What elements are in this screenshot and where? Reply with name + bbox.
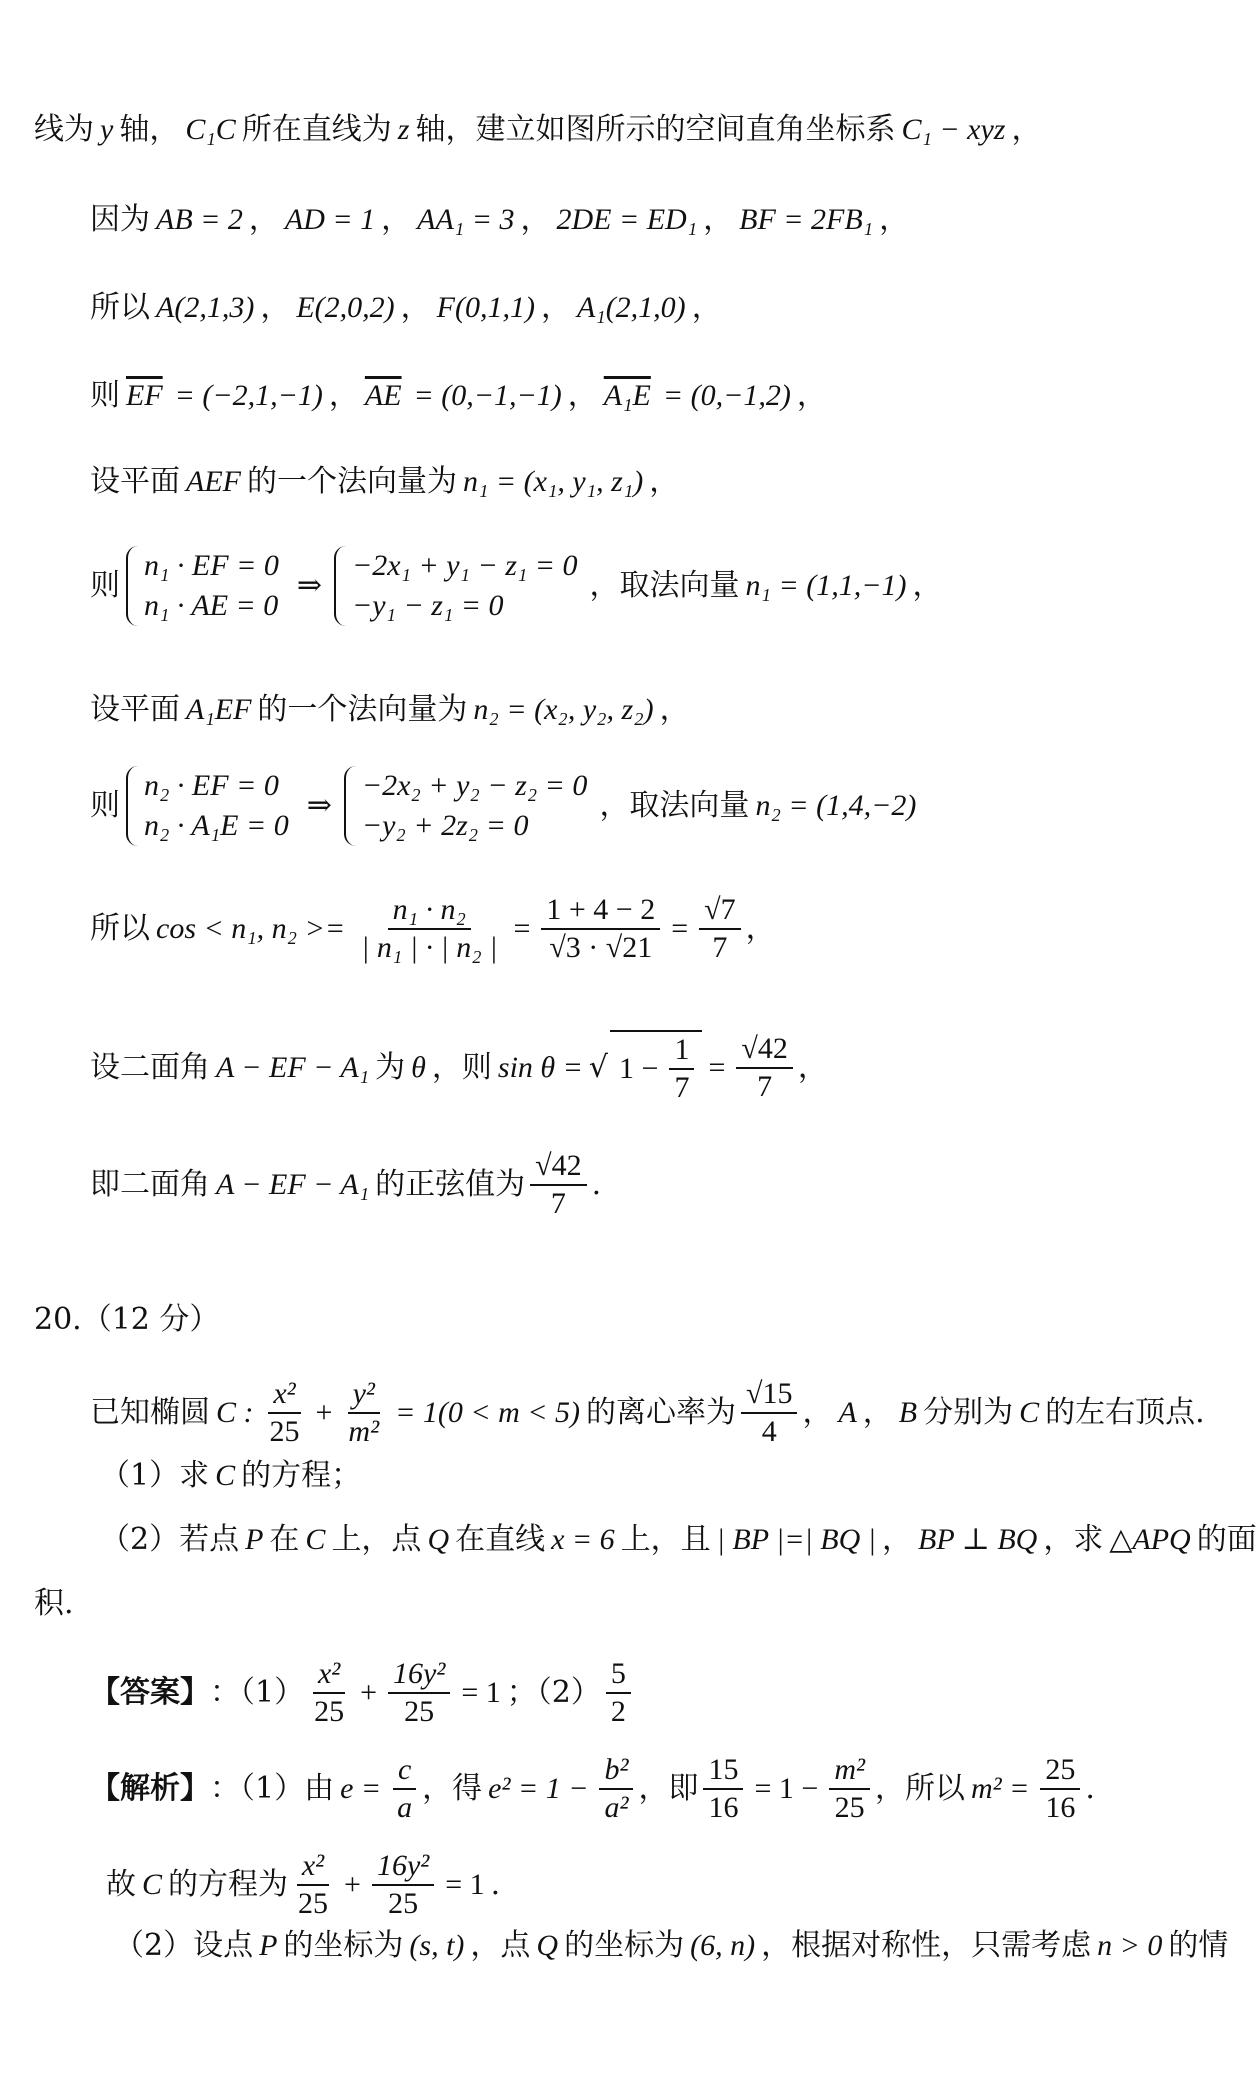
math: = 1 − <box>754 1772 819 1805</box>
math: AEF <box>186 465 241 498</box>
text: （2）设点 <box>114 1928 254 1963</box>
equation: n₂ · A₁E = 0 <box>144 809 289 842</box>
text: 的坐标为 <box>283 1928 404 1963</box>
denominator: 16 <box>708 1791 739 1824</box>
solution-line-3 <box>90 288 722 328</box>
fraction <box>388 1656 450 1730</box>
text: . <box>1085 1771 1095 1806</box>
text: 积. <box>34 1586 74 1621</box>
text: ， <box>796 378 827 413</box>
denominator: 16 <box>1045 1791 1076 1824</box>
denominator: | n₁ | · | n₂ | <box>361 931 498 964</box>
fraction <box>599 1752 633 1826</box>
text: （2）若点 <box>100 1522 240 1557</box>
question-20-part-1 <box>100 1456 361 1496</box>
math: = (0,−1,2) <box>662 379 791 412</box>
text: 因为 <box>90 202 150 237</box>
math: A₁(2,1,0) <box>576 291 686 324</box>
equation: −2x₂ + y₂ − z₂ = 0 <box>361 769 588 802</box>
denominator: a² <box>604 1791 629 1824</box>
solution-line-6 <box>90 546 942 626</box>
text: 分别为 <box>923 1395 1014 1430</box>
plus: + <box>315 1396 333 1429</box>
radical-icon: √ <box>588 1050 609 1085</box>
math: θ <box>411 1051 426 1084</box>
text: ：（1） <box>210 1675 305 1710</box>
numerator: x² <box>268 1376 300 1414</box>
math: A <box>838 1396 857 1429</box>
text: 的左右顶点. <box>1045 1395 1205 1430</box>
text: 轴， <box>119 112 180 147</box>
math: C <box>1019 1396 1040 1429</box>
analysis-line-3 <box>114 1926 1228 1966</box>
text: 已知椭圆 <box>90 1395 210 1430</box>
implies-arrow: ⇒ <box>296 569 322 602</box>
text: 的情 <box>1168 1928 1229 1963</box>
text: 设平面 <box>90 692 180 727</box>
text: 线为 <box>34 112 94 147</box>
question-20-part-2-cont <box>34 1584 74 1624</box>
math: A − EF − A₁ <box>216 1051 370 1084</box>
equation-system <box>126 546 285 626</box>
numerator: 5 <box>606 1656 631 1694</box>
math: C₁C <box>185 113 236 146</box>
denominator: 2 <box>610 1695 626 1728</box>
math: BP ⊥ BQ <box>918 1523 1038 1556</box>
solution-line-9 <box>90 892 776 966</box>
score: （12 分） <box>81 1302 220 1337</box>
text: 所在直线为 <box>241 112 392 147</box>
math: n > 0 <box>1097 1929 1163 1962</box>
text: 轴，建立如图所示的空间直角坐标系 <box>415 112 896 147</box>
math: e = <box>340 1772 382 1805</box>
math: n₂ = (x₂, y₂, z₂) <box>473 693 654 726</box>
math: cos < n₁, n₂ >= <box>156 912 346 945</box>
text: ， <box>797 1050 828 1085</box>
implies-arrow: ⇒ <box>306 789 332 822</box>
numerator: √42 <box>530 1148 586 1186</box>
text: ， <box>882 1522 913 1557</box>
math: m² = <box>970 1772 1030 1805</box>
math: C <box>142 1868 163 1901</box>
text: ， <box>879 202 910 237</box>
denominator: 7 <box>757 1070 773 1103</box>
math: = 1 <box>445 1868 485 1901</box>
analysis-line-1 <box>90 1752 1095 1826</box>
math: = 1(0 < m < 5) <box>395 1396 580 1429</box>
math: AD = 1 <box>284 203 376 236</box>
equation-system <box>334 546 584 626</box>
math: n₁ = (1,1,−1) <box>745 569 907 602</box>
solution-line-8 <box>90 766 922 846</box>
text: ， <box>659 692 690 727</box>
math: x = 6 <box>551 1523 615 1556</box>
equation: n₁ · EF = 0 <box>144 549 279 582</box>
math: 2DE = ED₁ <box>556 203 698 236</box>
math: Q <box>427 1523 450 1556</box>
analysis-label: 【解析】 <box>90 1771 210 1806</box>
text: （1）求 <box>100 1458 210 1493</box>
denominator: 7 <box>712 931 728 964</box>
numerator: x² <box>313 1656 345 1694</box>
text: 的一个法向量为 <box>257 692 468 727</box>
text: ， <box>1011 112 1042 147</box>
numerator: √42 <box>736 1031 792 1069</box>
math: P <box>245 1523 264 1556</box>
answer-line <box>90 1656 636 1730</box>
fraction <box>530 1148 586 1222</box>
solution-line-7 <box>90 690 690 730</box>
denominator: m² <box>348 1415 380 1448</box>
equation-system <box>344 766 594 846</box>
solution-line-1 <box>34 110 1041 150</box>
denominator: 25 <box>298 1887 329 1920</box>
math: C : <box>216 1396 254 1429</box>
text: ，根据对称性，只需考虑 <box>761 1928 1092 1963</box>
text: ， <box>400 290 431 325</box>
math: F(0,1,1) <box>436 291 535 324</box>
text: 故 <box>106 1867 136 1902</box>
text: 所以 <box>90 911 150 946</box>
plus: + <box>344 1868 361 1901</box>
text: 则 <box>90 568 120 603</box>
text: ， <box>862 1395 893 1430</box>
vector: A₁E <box>603 379 651 412</box>
question-20-header <box>34 1300 219 1340</box>
fraction <box>265 1376 305 1450</box>
math: sin θ = <box>497 1051 583 1084</box>
equals: = <box>708 1051 726 1084</box>
denominator: √3 · √21 <box>549 931 653 964</box>
text: . <box>591 1167 602 1202</box>
denominator: 25 <box>388 1887 419 1920</box>
math: n₂ = (1,4,−2) <box>755 789 917 822</box>
numerator: 16y² <box>388 1656 450 1694</box>
text: 为 <box>375 1050 406 1085</box>
text: 的坐标为 <box>564 1928 685 1963</box>
math: C <box>215 1459 236 1492</box>
text: 设二面角 <box>90 1050 210 1085</box>
fraction <box>1040 1752 1080 1826</box>
math: z <box>397 113 410 146</box>
numerator: 25 <box>1040 1752 1080 1790</box>
fraction <box>372 1848 434 1922</box>
text: 的正弦值为 <box>375 1167 526 1202</box>
fraction <box>829 1752 870 1826</box>
text: ；（2） <box>506 1675 601 1710</box>
plus: + <box>360 1676 378 1709</box>
text: ，求 <box>1043 1522 1104 1557</box>
math: △APQ <box>1109 1523 1191 1556</box>
text: 则 <box>90 378 120 413</box>
fraction <box>741 1376 797 1450</box>
text: ，取法向量 <box>599 788 750 823</box>
fraction <box>293 1848 333 1922</box>
denominator: 7 <box>550 1187 566 1220</box>
numerator: 1 + 4 − 2 <box>541 892 660 930</box>
equals: = <box>671 912 689 945</box>
denominator: 7 <box>674 1071 690 1104</box>
text: ， <box>802 1395 833 1430</box>
text: ， <box>745 911 776 946</box>
text: ， <box>381 202 412 237</box>
denominator: 25 <box>404 1695 435 1728</box>
fraction <box>343 1376 384 1450</box>
answer-label: 【答案】 <box>90 1675 210 1710</box>
solution-line-5 <box>90 462 679 502</box>
text: 的方程； <box>241 1458 362 1493</box>
math: n₁ = (x₁, y₁, z₁) <box>462 465 644 498</box>
question-number: 20. <box>34 1302 82 1337</box>
text: 上，且 <box>620 1522 711 1557</box>
numerator: x² <box>297 1848 329 1886</box>
question-20-part-2 <box>100 1520 1257 1560</box>
equation: −2x₁ + y₁ − z₁ = 0 <box>351 549 578 582</box>
math: C <box>305 1523 326 1556</box>
text: ，点 <box>470 1928 531 1963</box>
equals: = <box>513 912 531 945</box>
text: ， <box>520 202 551 237</box>
text: 的面 <box>1196 1522 1257 1557</box>
fraction <box>356 892 502 966</box>
numerator: √7 <box>699 892 740 930</box>
numerator: m² <box>829 1752 870 1790</box>
text: ， <box>260 290 291 325</box>
math: A₁EF <box>186 693 252 726</box>
math: A(2,1,3) <box>156 291 255 324</box>
text: 的方程为 <box>168 1867 289 1902</box>
fraction <box>736 1031 792 1105</box>
text: ， <box>328 378 359 413</box>
fraction <box>309 1656 349 1730</box>
text: 所以 <box>90 290 150 325</box>
math: | BP |=| BQ | <box>716 1523 877 1556</box>
text: 设平面 <box>90 464 180 499</box>
text: ， <box>567 378 598 413</box>
analysis-line-2 <box>106 1848 500 1922</box>
text: ， <box>540 290 571 325</box>
math: (6, n) <box>690 1929 756 1962</box>
math: Q <box>536 1929 559 1962</box>
numerator: c <box>393 1752 416 1790</box>
text: 在 <box>269 1522 300 1557</box>
math: AB = 2 <box>156 203 243 236</box>
text: 在直线 <box>455 1522 546 1557</box>
radicand <box>610 1030 702 1106</box>
fraction <box>703 1752 743 1826</box>
text: ， <box>691 290 722 325</box>
equation: n₂ · EF = 0 <box>144 769 279 802</box>
fraction <box>541 892 660 966</box>
numerator: b² <box>599 1752 633 1790</box>
solution-line-2 <box>90 200 909 240</box>
text: ， <box>912 568 943 603</box>
text: ，则 <box>431 1050 492 1085</box>
fraction <box>669 1032 694 1106</box>
text: 则 <box>90 788 120 823</box>
equation: n₁ · AE = 0 <box>144 589 279 622</box>
math: 1 − <box>619 1052 659 1085</box>
math: e² = 1 − <box>488 1772 589 1805</box>
text: ：（1）由 <box>210 1771 335 1806</box>
text: ，取法向量 <box>589 568 740 603</box>
math: y <box>100 113 114 146</box>
text: ，得 <box>422 1771 483 1806</box>
vector: $\overline{AE}$ <box>364 379 402 412</box>
math: = (0,−1,−1) <box>413 379 562 412</box>
equation: −y₂ + 2z₂ = 0 <box>361 809 529 842</box>
math: A − EF − A₁ <box>216 1168 370 1201</box>
math: AA₁ = 3 <box>417 203 515 236</box>
denominator: 4 <box>761 1415 777 1448</box>
text: ，所以 <box>874 1771 965 1806</box>
text: ， <box>703 202 734 237</box>
math: P <box>259 1929 278 1962</box>
denominator: 25 <box>314 1695 345 1728</box>
fraction <box>699 892 740 966</box>
denominator: 25 <box>834 1791 865 1824</box>
text: 的一个法向量为 <box>246 464 457 499</box>
numerator: 16y² <box>372 1848 434 1886</box>
denominator: a <box>397 1791 413 1824</box>
text: ，即 <box>638 1771 699 1806</box>
equation-system <box>126 766 295 846</box>
numerator: y² <box>348 1376 380 1414</box>
solution-line-10 <box>90 1030 828 1106</box>
question-20-statement <box>90 1376 1205 1450</box>
math: = (−2,1,−1) <box>174 379 323 412</box>
math: B <box>898 1396 918 1429</box>
math: E(2,0,2) <box>296 291 395 324</box>
text: ， <box>649 464 680 499</box>
equation: −y₁ − z₁ = 0 <box>351 589 504 622</box>
denominator: 25 <box>269 1415 300 1448</box>
vector: $\overline{EF}$ <box>126 379 163 412</box>
numerator: √15 <box>741 1376 797 1414</box>
numerator: 15 <box>703 1752 743 1790</box>
fraction <box>392 1752 417 1826</box>
math: BF = 2FB₁ <box>739 203 874 236</box>
text: ， <box>248 202 279 237</box>
solution-line-11 <box>90 1148 601 1222</box>
math: = 1 <box>461 1676 501 1709</box>
numerator: n₁ · n₂ <box>388 892 471 930</box>
text: . <box>490 1867 501 1902</box>
numerator: 1 <box>669 1032 694 1070</box>
text: 的离心率为 <box>585 1395 736 1430</box>
fraction <box>606 1656 631 1730</box>
solution-line-4 <box>90 376 827 416</box>
text: 上，点 <box>331 1522 422 1557</box>
math: (s, t) <box>409 1929 465 1962</box>
math: C₁ − xyz <box>901 113 1006 146</box>
text: 即二面角 <box>90 1167 210 1202</box>
